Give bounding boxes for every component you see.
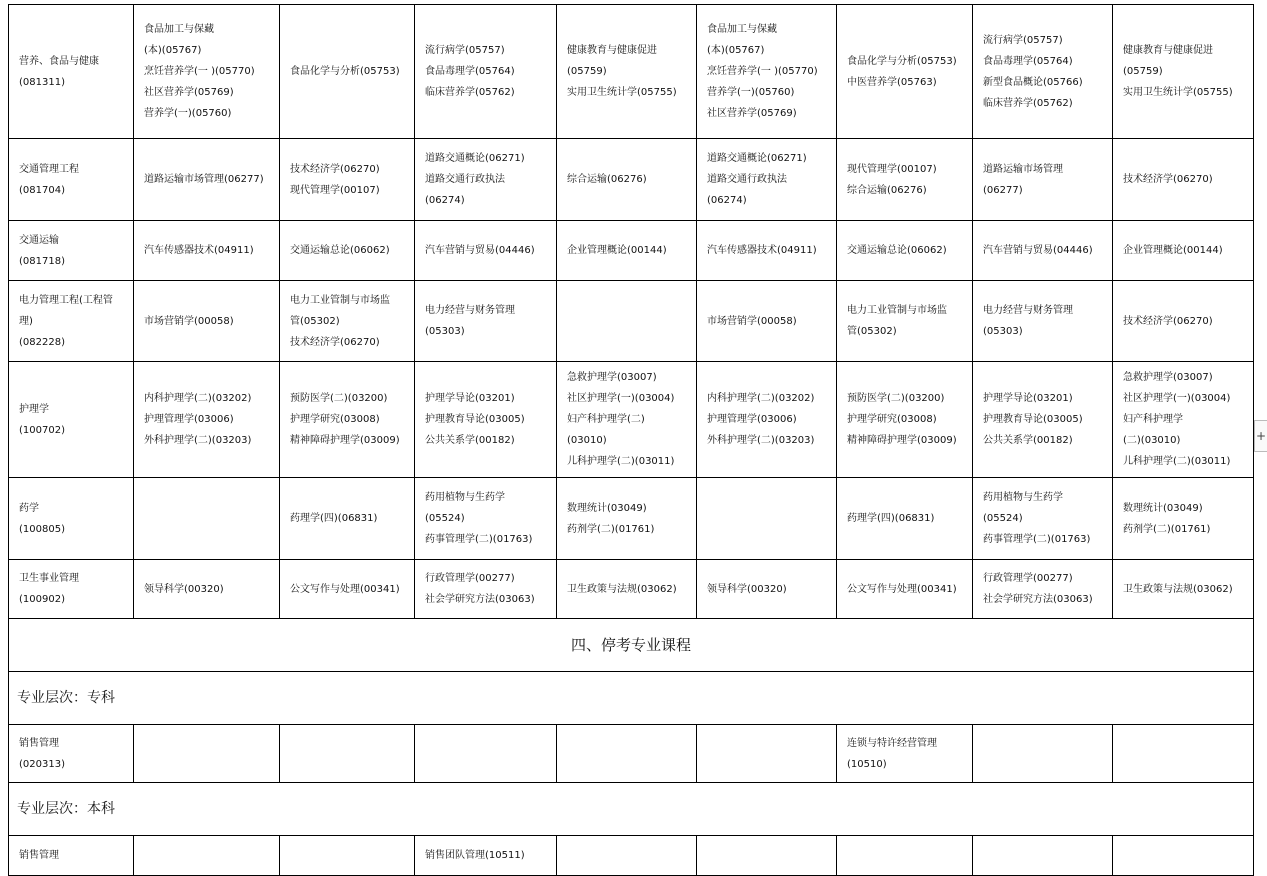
course-cell: 电力工业管制与市场监 管(05302) [837,281,973,362]
course-cell: 食品加工与保藏 (本)(05767) 烹饪营养学(一 )(05770) 社区营养学(05769) 营养学(一)(05760) [134,5,280,139]
course-cell: 内科护理学(二)(03202) 护理管理学(03006) 外科护理学(二)(03203) [134,362,280,478]
course-cell [1113,725,1254,783]
course-cell: 市场营销学(00058) [697,281,837,362]
course-cell: 电力经营与财务管理 (05303) [415,281,557,362]
course-cell: 销售团队管理(10511) [415,836,557,876]
course-cell [134,725,280,783]
course-table [8,4,1254,876]
course-cell: 公文写作与处理(00341) [837,560,973,619]
major-cell: 药学 (100805) [9,478,134,560]
course-cell: 药理学(四)(06831) [280,478,415,560]
major-cell: 卫生事业管理 (100902) [9,560,134,619]
course-cell: 汽车营销与贸易(04446) [415,221,557,281]
course-cell: 食品化学与分析(05753) [280,5,415,139]
table-row [9,560,1254,619]
course-cell: 预防医学(二)(03200) 护理学研究(03008) 精神障碍护理学(03009) [280,362,415,478]
course-cell: 领导科学(00320) [134,560,280,619]
course-cell: 电力工业管制与市场监 管(05302) 技术经济学(06270) [280,281,415,362]
course-cell: 预防医学(二)(03200) 护理学研究(03008) 精神障碍护理学(03009) [837,362,973,478]
course-cell [697,836,837,876]
expand-button[interactable]: + [1254,420,1267,452]
table-row [9,725,1254,783]
course-cell: 卫生政策与法规(03062) [557,560,697,619]
course-cell: 公文写作与处理(00341) [280,560,415,619]
course-cell: 综合运输(06276) [557,139,697,221]
table-row [9,836,1254,876]
course-cell [697,478,837,560]
course-cell [134,478,280,560]
course-cell: 道路交通概论(06271) 道路交通行政执法 (06274) [697,139,837,221]
course-cell: 药理学(四)(06831) [837,478,973,560]
course-cell: 电力经营与财务管理 (05303) [973,281,1113,362]
course-cell: 健康教育与健康促进 (05759) 实用卫生统计学(05755) [557,5,697,139]
course-cell: 急救护理学(03007) 社区护理学(一)(03004) 妇产科护理学 (二)(03010) 儿科护理学(二)(03011) [1113,362,1254,478]
course-cell: 食品化学与分析(05753) 中医营养学(05763) [837,5,973,139]
course-cell [557,281,697,362]
level-heading-benke: 专业层次：本科 [9,783,1254,836]
table-row [9,5,1254,139]
course-cell: 汽车传感器技术(04911) [697,221,837,281]
course-cell: 食品加工与保藏 (本)(05767) 烹饪营养学(一 )(05770) 营养学(一)(05760) 社区营养学(05769) [697,5,837,139]
course-cell [837,836,973,876]
course-cell: 汽车营销与贸易(04446) [973,221,1113,281]
course-cell: 流行病学(05757) 食品毒理学(05764) 新型食品概论(05766) 临床营养学(05762) [973,5,1113,139]
course-cell: 药用植物与生药学 (05524) 药事管理学(二)(01763) [415,478,557,560]
section-heading: 四、停考专业课程 [9,619,1254,672]
level-heading-zhuanke: 专业层次：专科 [9,672,1254,725]
course-cell: 道路交通概论(06271) 道路交通行政执法 (06274) [415,139,557,221]
table-row [9,362,1254,478]
course-cell [134,836,280,876]
course-cell: 内科护理学(二)(03202) 护理管理学(03006) 外科护理学(二)(03203) [697,362,837,478]
course-cell: 市场营销学(00058) [134,281,280,362]
course-cell: 护理学导论(03201) 护理教育导论(03005) 公共关系学(00182) [415,362,557,478]
course-cell [557,725,697,783]
course-cell [973,836,1113,876]
major-cell: 电力管理工程(工程管 理) (082228) [9,281,134,362]
course-cell: 领导科学(00320) [697,560,837,619]
major-cell: 护理学 (100702) [9,362,134,478]
course-cell: 技术经济学(06270) [1113,281,1254,362]
course-cell: 道路运输市场管理(06277) [134,139,280,221]
course-cell: 急救护理学(03007) 社区护理学(一)(03004) 妇产科护理学(二) (03010) 儿科护理学(二)(03011) [557,362,697,478]
course-cell: 数理统计(03049) 药剂学(二)(01761) [1113,478,1254,560]
course-cell: 行政管理学(00277) 社会学研究方法(03063) [415,560,557,619]
course-cell: 技术经济学(06270) 现代管理学(00107) [280,139,415,221]
course-cell: 现代管理学(00107) 综合运输(06276) [837,139,973,221]
course-cell: 卫生政策与法规(03062) [1113,560,1254,619]
course-cell: 交通运输总论(06062) [837,221,973,281]
course-cell: 健康教育与健康促进 (05759) 实用卫生统计学(05755) [1113,5,1254,139]
major-cell: 营养、食品与健康 (081311) [9,5,134,139]
table-row [9,221,1254,281]
course-cell [1113,836,1254,876]
course-cell [415,725,557,783]
course-cell: 药用植物与生药学 (05524) 药事管理学(二)(01763) [973,478,1113,560]
course-cell: 道路运输市场管理 (06277) [973,139,1113,221]
course-cell: 数理统计(03049) 药剂学(二)(01761) [557,478,697,560]
course-cell: 行政管理学(00277) 社会学研究方法(03063) [973,560,1113,619]
major-cell: 交通管理工程 (081704) [9,139,134,221]
course-cell: 流行病学(05757) 食品毒理学(05764) 临床营养学(05762) [415,5,557,139]
course-cell: 技术经济学(06270) [1113,139,1254,221]
course-cell [557,836,697,876]
table-row [9,281,1254,362]
course-cell: 交通运输总论(06062) [280,221,415,281]
course-cell [280,725,415,783]
course-cell [973,725,1113,783]
course-cell: 汽车传感器技术(04911) [134,221,280,281]
table-row [9,478,1254,560]
major-cell: 销售管理 (020313) [9,725,134,783]
major-cell: 交通运输 (081718) [9,221,134,281]
course-cell: 连锁与特许经营管理 (10510) [837,725,973,783]
course-cell: 企业管理概论(00144) [1113,221,1254,281]
course-cell [697,725,837,783]
course-cell: 企业管理概论(00144) [557,221,697,281]
table-row [9,139,1254,221]
course-cell [280,836,415,876]
major-cell: 销售管理 [9,836,134,876]
course-cell: 护理学导论(03201) 护理教育导论(03005) 公共关系学(00182) [973,362,1113,478]
